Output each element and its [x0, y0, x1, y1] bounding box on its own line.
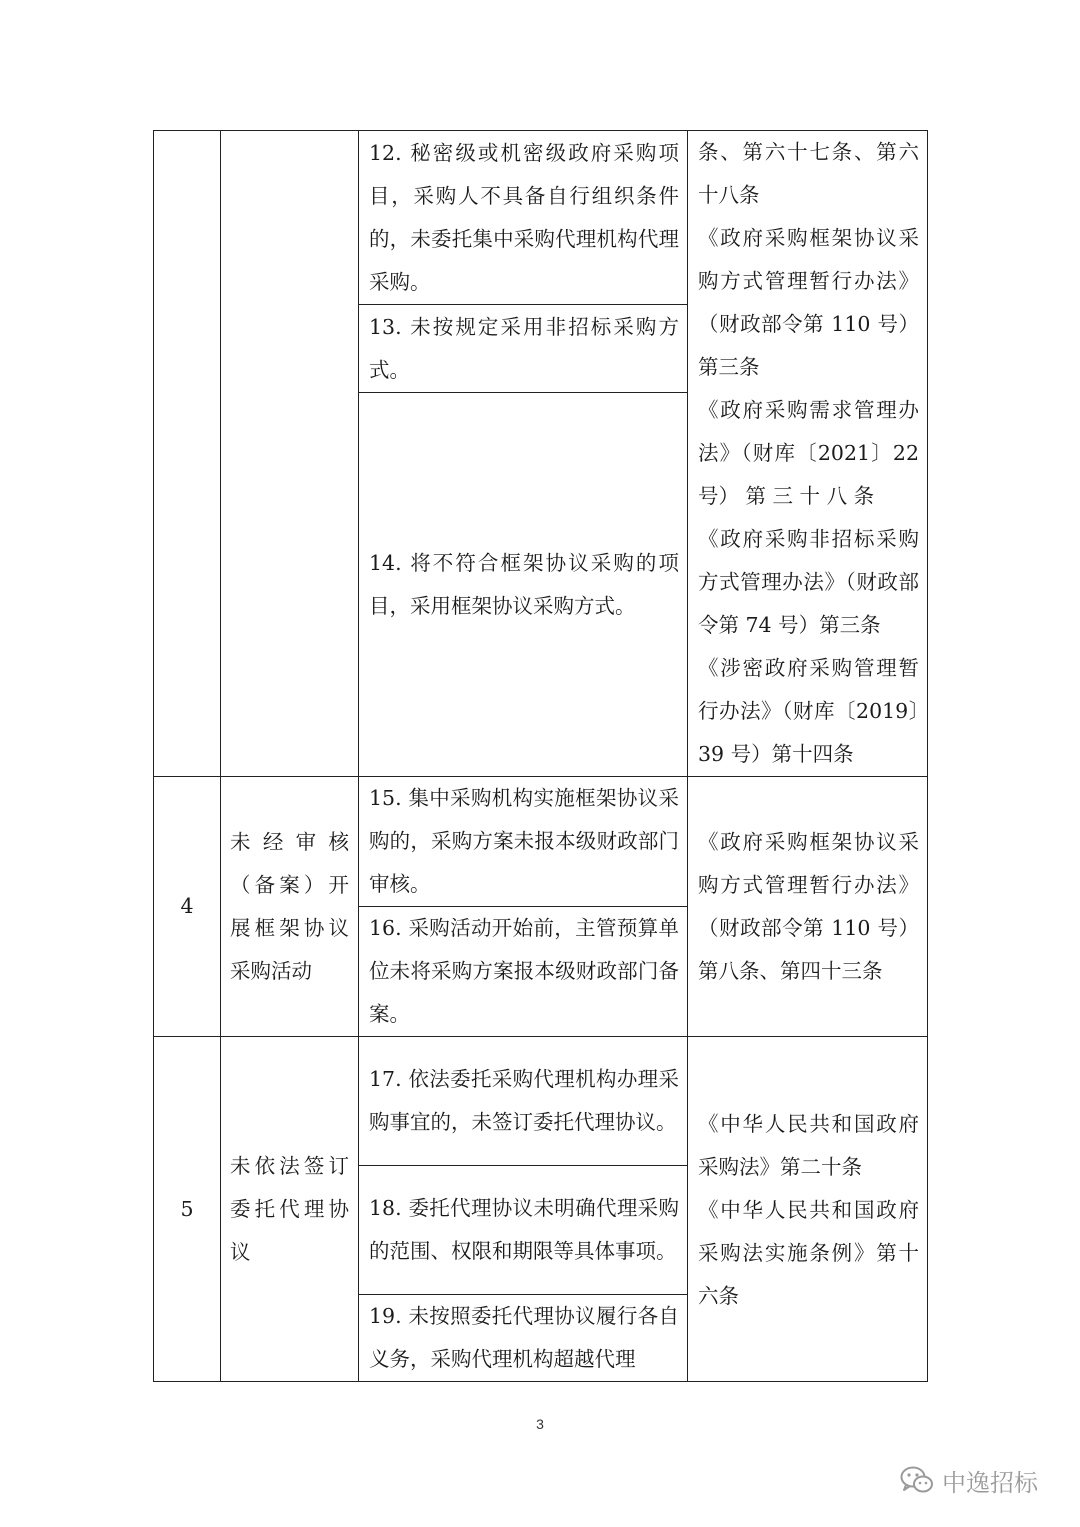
clause-cell: 16. 采购活动开始前，主管预算单位未将采购方案报本级财政部门备案。	[359, 907, 688, 1037]
watermark-text: 中逸招标	[942, 1468, 1038, 1497]
clause-cell: 12. 秘密级或机密级政府采购项目，采购人不具备自行组织条件的，未委托集中采购代理机构代理采购。	[359, 131, 688, 305]
issue-cell: 未经审核（备案）开展框架协议采购活动	[221, 777, 359, 1037]
page-number: 3	[536, 1416, 544, 1432]
basis-cell: 条、第六十七条、第六十八条 《政府采购框架协议采购方式管理暂行办法》（财政部令第 110 号）第三条 《政府采购需求管理办法》（财库〔2021〕22 号） 第 三 十 八 条 《政府采购非招标采购方式管理办法》（财政部令第 74 号）第三条 《涉密政府采购管理暂行办法》（财库〔2019〕39 号）第十四条	[688, 131, 928, 777]
clause-cell: 14. 将不符合框架协议采购的项目，采用框架协议采购方式。	[359, 393, 688, 777]
row-number-cell: 5	[154, 1037, 221, 1382]
basis-cell: 《中华人民共和国政府采购法》第二十条 《中华人民共和国政府采购法实施条例》第十六条	[688, 1037, 928, 1382]
basis-cell: 《政府采购框架协议采购方式管理暂行办法》（财政部令第 110 号）第八条、第四十三条	[688, 777, 928, 1037]
clause-cell: 15. 集中采购机构实施框架协议采购的，采购方案未报本级财政部门审核。	[359, 777, 688, 907]
watermark	[900, 1464, 1038, 1496]
table-row	[154, 777, 928, 907]
clause-cell: 19. 未按照委托代理协议履行各自义务，采购代理机构超越代理	[359, 1295, 688, 1382]
regulation-table	[153, 130, 928, 1382]
table-row	[154, 131, 928, 305]
clause-cell: 17. 依法委托采购代理机构办理采购事宜的，未签订委托代理协议。	[359, 1037, 688, 1166]
table-row	[154, 1037, 928, 1166]
issue-cell	[221, 131, 359, 777]
issue-cell: 未依法签订委托代理协议	[221, 1037, 359, 1382]
clause-cell: 18. 委托代理协议未明确代理采购的范围、权限和期限等具体事项。	[359, 1166, 688, 1295]
clause-cell: 13. 未按规定采用非招标采购方式。	[359, 305, 688, 393]
row-number-cell	[154, 131, 221, 777]
row-number-cell: 4	[154, 777, 221, 1037]
wechat-icon	[900, 1465, 934, 1495]
